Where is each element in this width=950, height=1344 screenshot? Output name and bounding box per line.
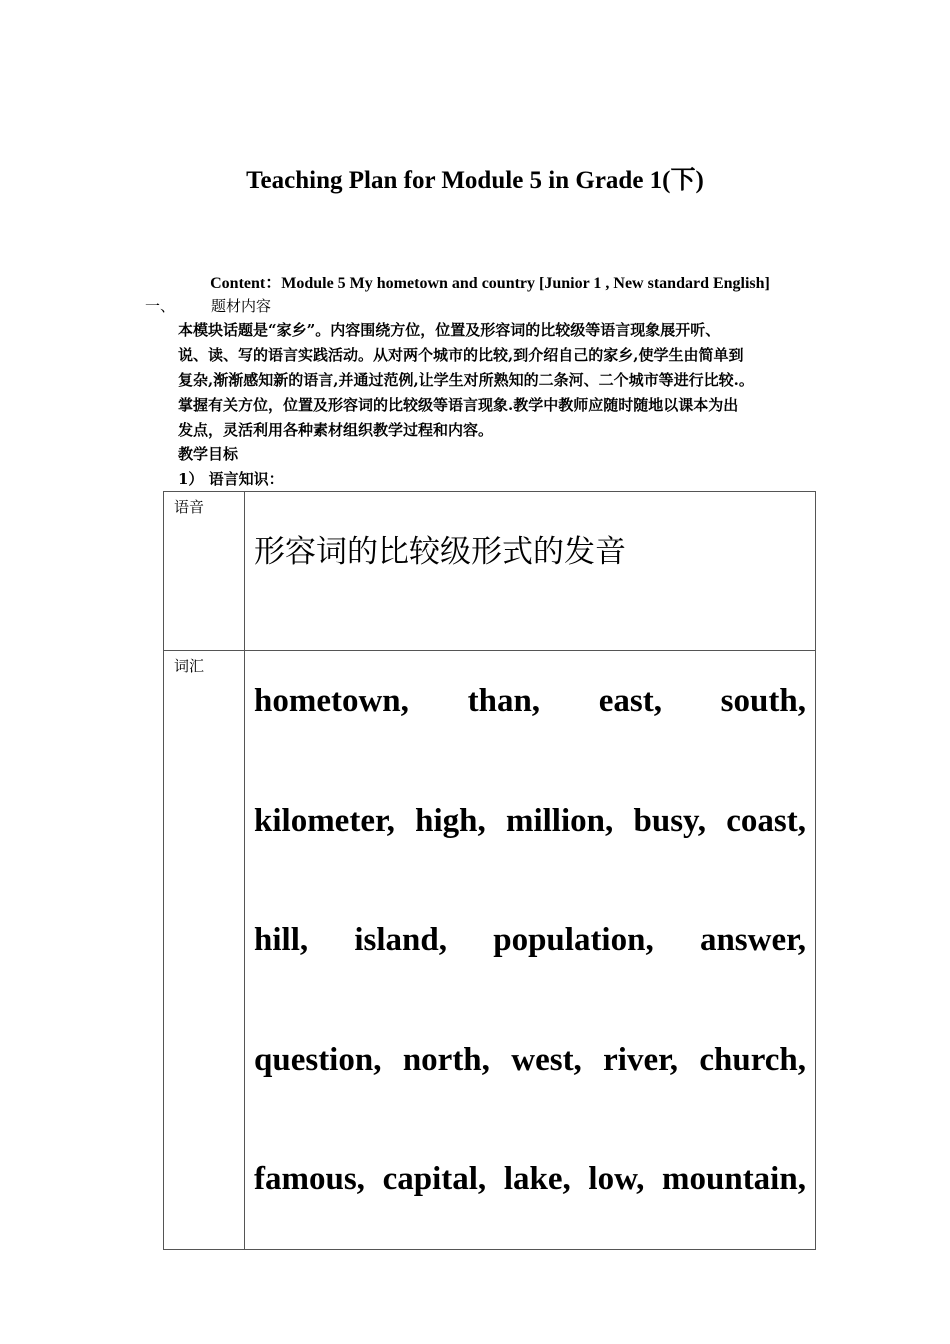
vocabulary-cell [245,651,816,1250]
paragraph-line: 说、读、写的语言实践活动。从对两个城市的比较,到介绍自己的家乡,使学生由简单到 [178,346,744,364]
vocabulary-word: kilometer, [254,802,395,839]
paragraph-line: 发点，灵活利用各种素材组织教学过程和内容。 [178,421,494,439]
vocabulary-word: west, [511,1041,582,1078]
vocabulary-line [254,771,806,891]
vocabulary-word: famous, [254,1161,365,1197]
vocabulary-line [254,1010,806,1130]
document-title: Teaching Plan for Module 5 in Grade 1(下) [246,167,704,194]
vocabulary-line [254,651,806,771]
content-line: Content：Module 5 My hometown and country [Junior 1 , New standard English] [210,275,770,292]
vocabulary-line [254,890,806,1010]
paragraph-line: 复杂,渐渐感知新的语言,并通过范例,让学生对所熟知的二条河、二个城市等进行比较.。 [178,371,754,389]
vocabulary-word: million, [505,802,614,839]
phonetics-label: 语音 [164,492,245,651]
vocabulary-word: low, [588,1161,645,1197]
vocabulary-word: answer, [699,922,806,958]
section-heading [145,295,271,316]
language-knowledge-heading: 1） 语言知识： [178,470,284,488]
vocabulary-word: capital, [382,1161,487,1197]
table-row [164,492,816,651]
vocabulary-word: coast, [726,802,806,839]
goals-heading: 教学目标 [178,445,239,463]
vocabulary-line [254,1129,806,1249]
section-title: 题材内容 [211,297,272,315]
vocabulary-label: 词汇 [164,651,245,1250]
vocabulary-word: busy, [633,802,706,839]
vocabulary-word: hometown, [254,683,409,719]
paragraph-line: 本模块话题是“家乡”。内容围绕方位，位置及形容词的比较级等语言现象展开听、 [178,321,721,339]
phonetics-content: 形容词的比较级形式的发音 [254,534,626,570]
vocabulary-word: island, [354,922,447,958]
vocabulary-word: question, [254,1041,382,1078]
vocabulary-word: high, [415,802,486,839]
vocabulary-word: hill, [254,922,309,958]
topic-paragraph [178,318,818,443]
table-row [164,651,816,1250]
vocabulary-word: south, [720,683,806,719]
vocabulary-word: population, [493,922,654,958]
vocabulary-word: north, [402,1041,490,1078]
language-knowledge-table [163,491,816,1250]
section-number: 一、 [145,297,176,315]
vocabulary-word: east, [598,683,662,719]
vocabulary-word: church, [699,1041,806,1078]
vocabulary-word: lake, [503,1161,571,1197]
vocabulary-word: than, [467,683,541,719]
paragraph-line: 掌握有关方位，位置及形容词的比较级等语言现象.教学中教师应随时随地以课本为出 [178,396,739,414]
vocabulary-word: river, [603,1041,678,1078]
vocabulary-word: mountain, [662,1161,806,1197]
vocabulary-list [245,651,815,1249]
phonetics-cell [245,492,816,651]
